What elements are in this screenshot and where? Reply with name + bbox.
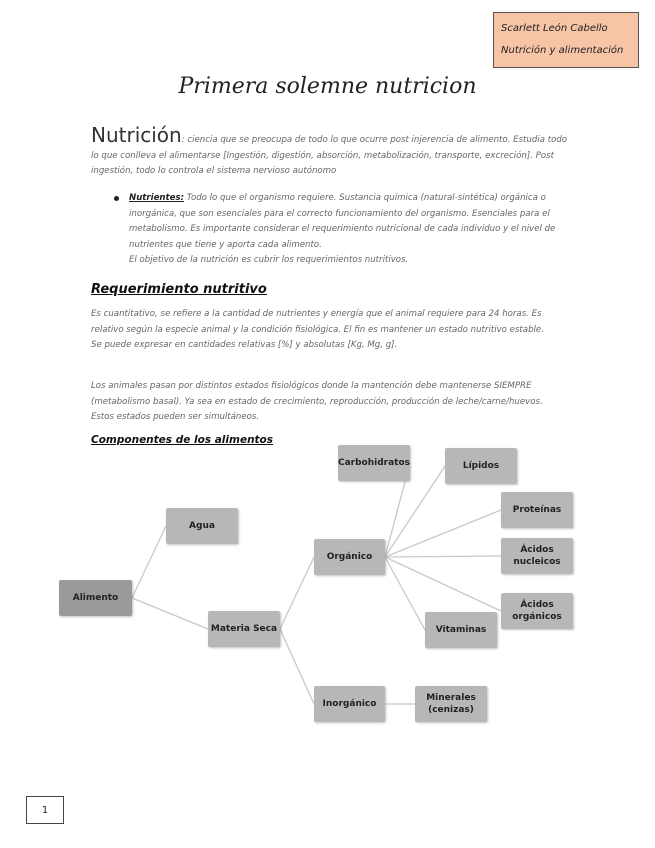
nutrients-term: Nutrientes: (129, 193, 185, 203)
section-heading-componentes: Componentes de los alimentos (91, 434, 274, 446)
nutrition-objective: El objetivo de la nutrición es cubrir los requerimientos nutritivos. (129, 255, 409, 265)
connector-organico-vitaminas (385, 557, 425, 630)
connector-alimento-agua (132, 526, 166, 598)
node-minerales: Minerales (cenizas) (415, 686, 487, 722)
estados-paragraph: Los animales pasan por distintos estados fisiológicos donde la mantención debe mantenerse SIEMPRE (metabolismo basal). Ya sea en estado de crecimiento, reproducción, producción de leche/carne/huevos. Estos estados pueden ser simultáneos. (91, 381, 543, 422)
connector-materia-seca-organico (280, 557, 314, 629)
node-vitaminas: Vitaminas (425, 612, 497, 648)
node-agua: Agua (166, 508, 238, 544)
requerimiento-text: Es cuantitativo, se refiere a la cantidad de nutrientes y energía que el animal requiere para 24 horas. Es relativo según la especie animal y la condición fisiológica. El fin es mantener un estado nutritivo estable. (91, 309, 544, 335)
node-inorganico: Inorgánico (314, 686, 385, 722)
requerimiento-units-text: Se puede expresar en cantidades relativas [%] y absolutas [Kg, Mg, g]. (91, 340, 398, 350)
connector-materia-seca-inorganico (280, 629, 314, 704)
node-acidos-nucleicos: Ácidos nucleicos (501, 538, 573, 574)
document-title: Primera solemne nutricion (178, 74, 477, 99)
intro-term: Nutrición (91, 123, 182, 147)
connector-organico-acidos-organicos (385, 557, 501, 611)
node-acidos-organicos: Ácidos orgánicos (501, 593, 573, 629)
node-alimento: Alimento (59, 580, 132, 616)
intro-text: : ciencia que se preocupa de todo lo que ocurre post injerencia de alimento. Estudia todo lo que conlleva el alimentarse [Ingestión, digestión, absorción, metabolización, transporte, excreción]. Post ingestión, todo lo controla el sistema nervioso autónomo (91, 135, 568, 176)
page-number: 1 (26, 796, 64, 824)
connector-alimento-materia-seca (132, 598, 208, 629)
connector-organico-proteinas (385, 510, 501, 557)
section-heading-requerimiento: Requerimiento nutritivo (91, 282, 267, 297)
connector-organico-acidos-nucleicos (385, 556, 501, 557)
node-organico: Orgánico (314, 539, 385, 575)
course-name: Nutrición y alimentación (501, 45, 624, 56)
node-carbohidratos: Carbohidratos (338, 445, 410, 481)
author-name: Scarlett León Cabello (501, 23, 608, 34)
nutrients-text: Todo lo que el organismo requiere. Sustancia química (natural-sintética) orgánica o inorgánica, que son esenciales para el correcto funcionamiento del organismo. Esenciales para el metabolismo. Es importante considerar el requerimiento nutricional de cada individuo y el nivel de nutrientes que tiene y aporta cada alimento. (129, 193, 556, 250)
node-proteinas: Proteínas (501, 492, 573, 528)
node-lipidos: Lípidos (445, 448, 517, 484)
node-materia-seca: Materia Seca (208, 611, 280, 647)
